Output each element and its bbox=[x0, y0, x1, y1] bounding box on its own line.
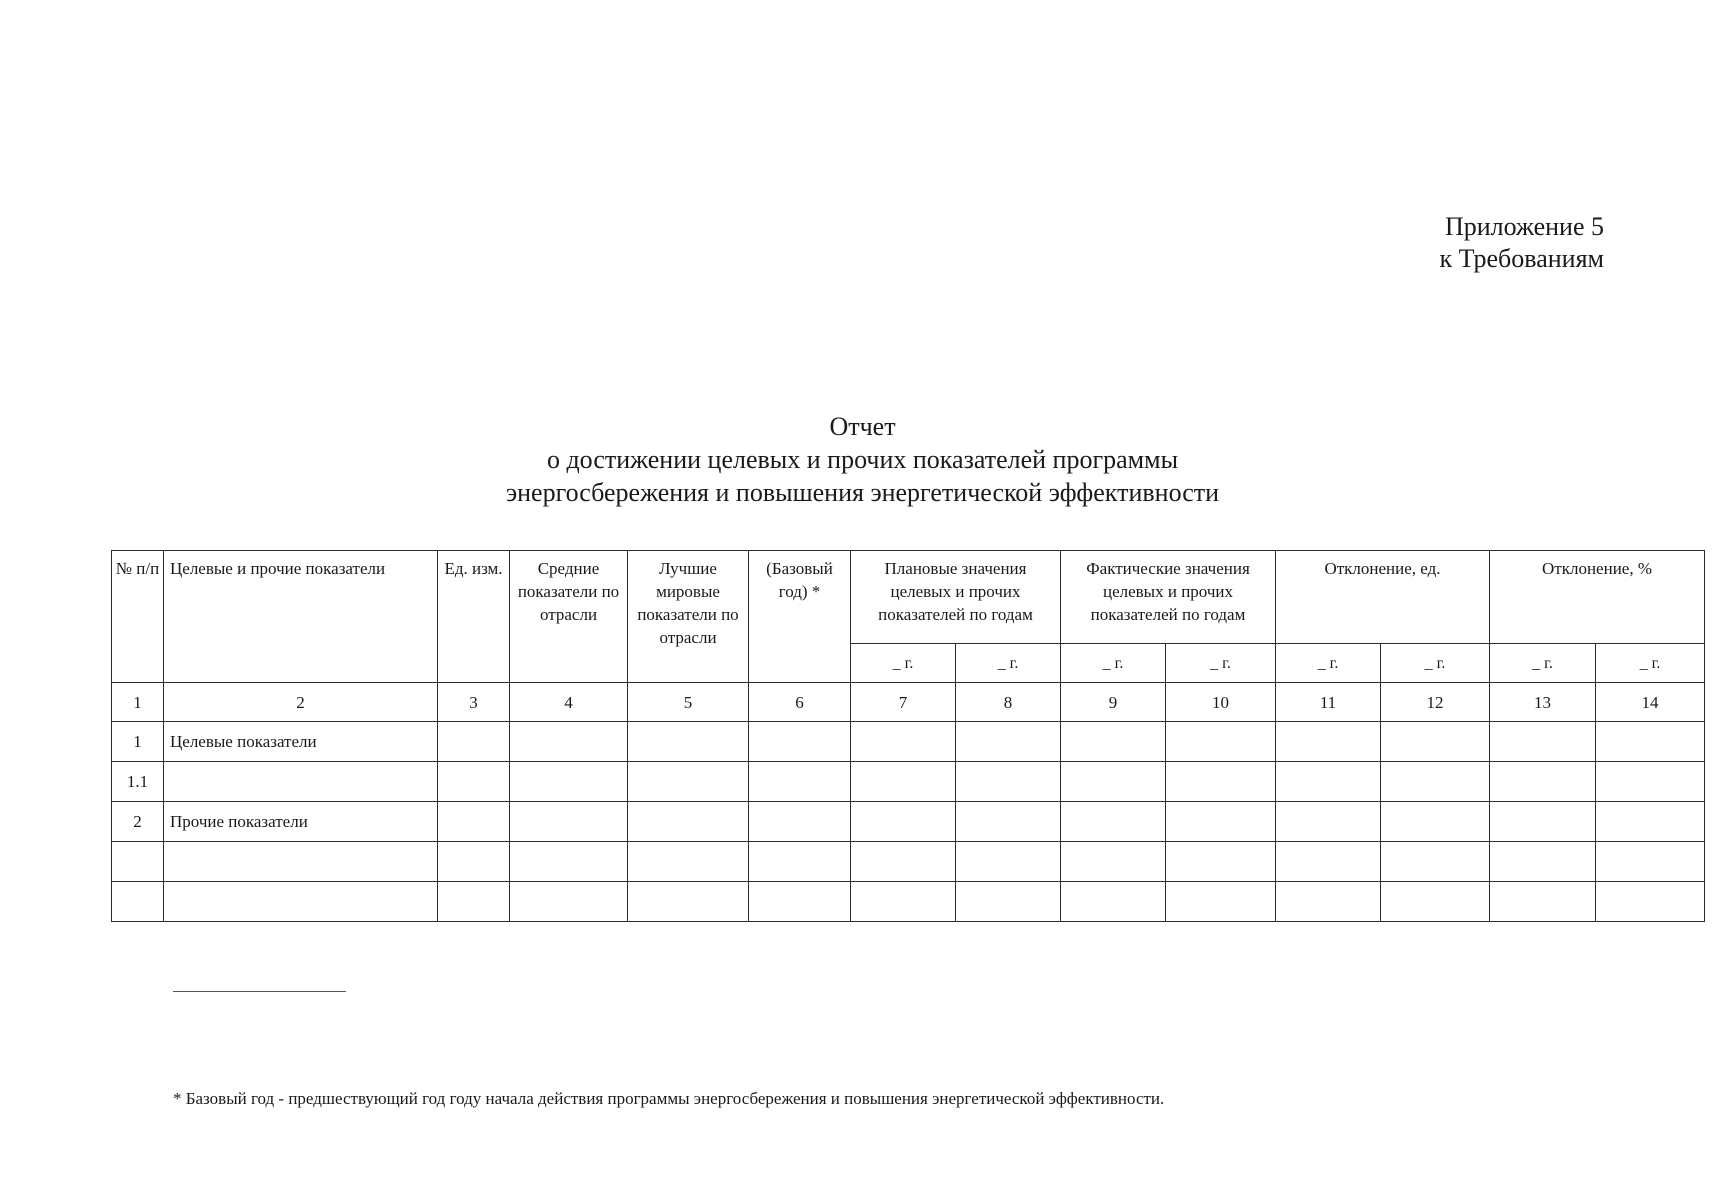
empty-cell bbox=[628, 722, 749, 762]
appendix-label bbox=[1439, 211, 1604, 275]
empty-cell bbox=[1166, 802, 1276, 842]
table-row bbox=[112, 842, 1705, 882]
appendix-line-2: к Требованиям bbox=[1439, 244, 1604, 273]
empty-cell bbox=[1166, 882, 1276, 922]
column-number: 12 bbox=[1381, 683, 1490, 722]
column-number: 5 bbox=[628, 683, 749, 722]
year-cell: _ г. bbox=[1596, 644, 1705, 683]
empty-cell bbox=[956, 842, 1061, 882]
header-col-fact: Фактические значения целевых и прочих показателей по годам bbox=[1061, 551, 1276, 644]
empty-cell bbox=[1596, 802, 1705, 842]
column-number: 4 bbox=[510, 683, 628, 722]
footnote: * Базовый год - предшествующий год году начала действия программы энергосбережения и повышения энергетической эффективности. bbox=[173, 1089, 1165, 1108]
empty-cell bbox=[956, 802, 1061, 842]
empty-cell bbox=[851, 842, 956, 882]
year-cell: _ г. bbox=[1061, 644, 1166, 683]
title-line-2: о достижении целевых и прочих показателей программы bbox=[546, 445, 1179, 474]
header-col-dev-units: Отклонение, ед. bbox=[1276, 551, 1490, 644]
empty-cell bbox=[1596, 722, 1705, 762]
empty-cell bbox=[438, 802, 510, 842]
empty-cell bbox=[749, 842, 851, 882]
empty-cell bbox=[1381, 802, 1490, 842]
empty-cell bbox=[851, 762, 956, 802]
empty-cell bbox=[1276, 842, 1381, 882]
empty-cell bbox=[851, 882, 956, 922]
column-number: 11 bbox=[1276, 683, 1381, 722]
column-number: 6 bbox=[749, 683, 851, 722]
empty-cell bbox=[1276, 722, 1381, 762]
empty-cell bbox=[1596, 762, 1705, 802]
empty-cell bbox=[628, 842, 749, 882]
row-indicator-name: Целевые показатели bbox=[164, 722, 438, 762]
header-col-dev-pct: Отклонение, % bbox=[1490, 551, 1705, 644]
empty-cell bbox=[749, 762, 851, 802]
empty-cell bbox=[1276, 802, 1381, 842]
empty-cell bbox=[1276, 762, 1381, 802]
table-row bbox=[112, 802, 1705, 842]
empty-cell bbox=[628, 882, 749, 922]
year-cell: _ г. bbox=[956, 644, 1061, 683]
empty-cell bbox=[1061, 802, 1166, 842]
table-row bbox=[112, 722, 1705, 762]
year-cell: _ г. bbox=[851, 644, 956, 683]
title-line-3: энергосбережения и повышения энергетической эффективности bbox=[505, 478, 1220, 507]
empty-cell bbox=[1061, 842, 1166, 882]
row-indicator-name: Прочие показатели bbox=[164, 802, 438, 842]
empty-cell bbox=[1381, 762, 1490, 802]
empty-cell bbox=[956, 722, 1061, 762]
empty-cell bbox=[1381, 882, 1490, 922]
footnote-separator bbox=[173, 991, 346, 992]
header-col-indicators: Целевые и прочие показатели bbox=[164, 551, 438, 683]
empty-cell bbox=[1490, 882, 1596, 922]
empty-cell bbox=[510, 882, 628, 922]
empty-cell bbox=[510, 722, 628, 762]
empty-cell bbox=[749, 722, 851, 762]
column-number: 10 bbox=[1166, 683, 1276, 722]
empty-cell bbox=[1166, 842, 1276, 882]
empty-cell bbox=[1490, 762, 1596, 802]
document-title bbox=[0, 410, 1715, 509]
row-number: 1 bbox=[112, 722, 164, 762]
report-table bbox=[111, 550, 1705, 922]
column-number: 7 bbox=[851, 683, 956, 722]
empty-cell bbox=[1166, 722, 1276, 762]
column-number: 9 bbox=[1061, 683, 1166, 722]
row-number: 2 bbox=[112, 802, 164, 842]
table-row bbox=[112, 882, 1705, 922]
empty-cell bbox=[1061, 882, 1166, 922]
header-col-avg: Средние показатели по отрасли bbox=[510, 551, 628, 683]
header-col-unit: Ед. изм. bbox=[438, 551, 510, 683]
empty-cell bbox=[438, 882, 510, 922]
empty-cell bbox=[510, 802, 628, 842]
empty-cell bbox=[1061, 722, 1166, 762]
empty-cell bbox=[510, 842, 628, 882]
empty-cell bbox=[1381, 842, 1490, 882]
header-row-main bbox=[112, 551, 1705, 644]
column-number: 13 bbox=[1490, 683, 1596, 722]
empty-cell bbox=[851, 802, 956, 842]
column-number: 1 bbox=[112, 683, 164, 722]
row-number bbox=[112, 882, 164, 922]
row-indicator-name bbox=[164, 842, 438, 882]
empty-cell bbox=[438, 762, 510, 802]
header-col-no: № п/п bbox=[112, 551, 164, 683]
empty-cell bbox=[749, 802, 851, 842]
title-line-1: Отчет bbox=[829, 412, 896, 441]
column-number: 3 bbox=[438, 683, 510, 722]
header-col-base: (Базовый год) * bbox=[749, 551, 851, 683]
empty-cell bbox=[628, 762, 749, 802]
row-number bbox=[112, 842, 164, 882]
column-numbers-row bbox=[112, 683, 1705, 722]
row-indicator-name bbox=[164, 882, 438, 922]
empty-cell bbox=[1596, 842, 1705, 882]
empty-cell bbox=[438, 842, 510, 882]
empty-cell bbox=[1381, 722, 1490, 762]
column-number: 8 bbox=[956, 683, 1061, 722]
year-cell: _ г. bbox=[1166, 644, 1276, 683]
year-cell: _ г. bbox=[1490, 644, 1596, 683]
header-col-plan: Плановые значения целевых и прочих показателей по годам bbox=[851, 551, 1061, 644]
empty-cell bbox=[510, 762, 628, 802]
empty-cell bbox=[851, 722, 956, 762]
empty-cell bbox=[1596, 882, 1705, 922]
year-cell: _ г. bbox=[1381, 644, 1490, 683]
table-row bbox=[112, 762, 1705, 802]
empty-cell bbox=[749, 882, 851, 922]
header-col-best: Лучшие мировые показатели по отрасли bbox=[628, 551, 749, 683]
empty-cell bbox=[1490, 722, 1596, 762]
column-number: 2 bbox=[164, 683, 438, 722]
year-cell: _ г. bbox=[1276, 644, 1381, 683]
empty-cell bbox=[1166, 762, 1276, 802]
appendix-line-1: Приложение 5 bbox=[1444, 212, 1604, 241]
column-number: 14 bbox=[1596, 683, 1705, 722]
empty-cell bbox=[628, 802, 749, 842]
empty-cell bbox=[1490, 802, 1596, 842]
empty-cell bbox=[956, 762, 1061, 802]
empty-cell bbox=[1276, 882, 1381, 922]
empty-cell bbox=[438, 722, 510, 762]
row-number: 1.1 bbox=[112, 762, 164, 802]
row-indicator-name bbox=[164, 762, 438, 802]
empty-cell bbox=[1490, 842, 1596, 882]
empty-cell bbox=[956, 882, 1061, 922]
empty-cell bbox=[1061, 762, 1166, 802]
